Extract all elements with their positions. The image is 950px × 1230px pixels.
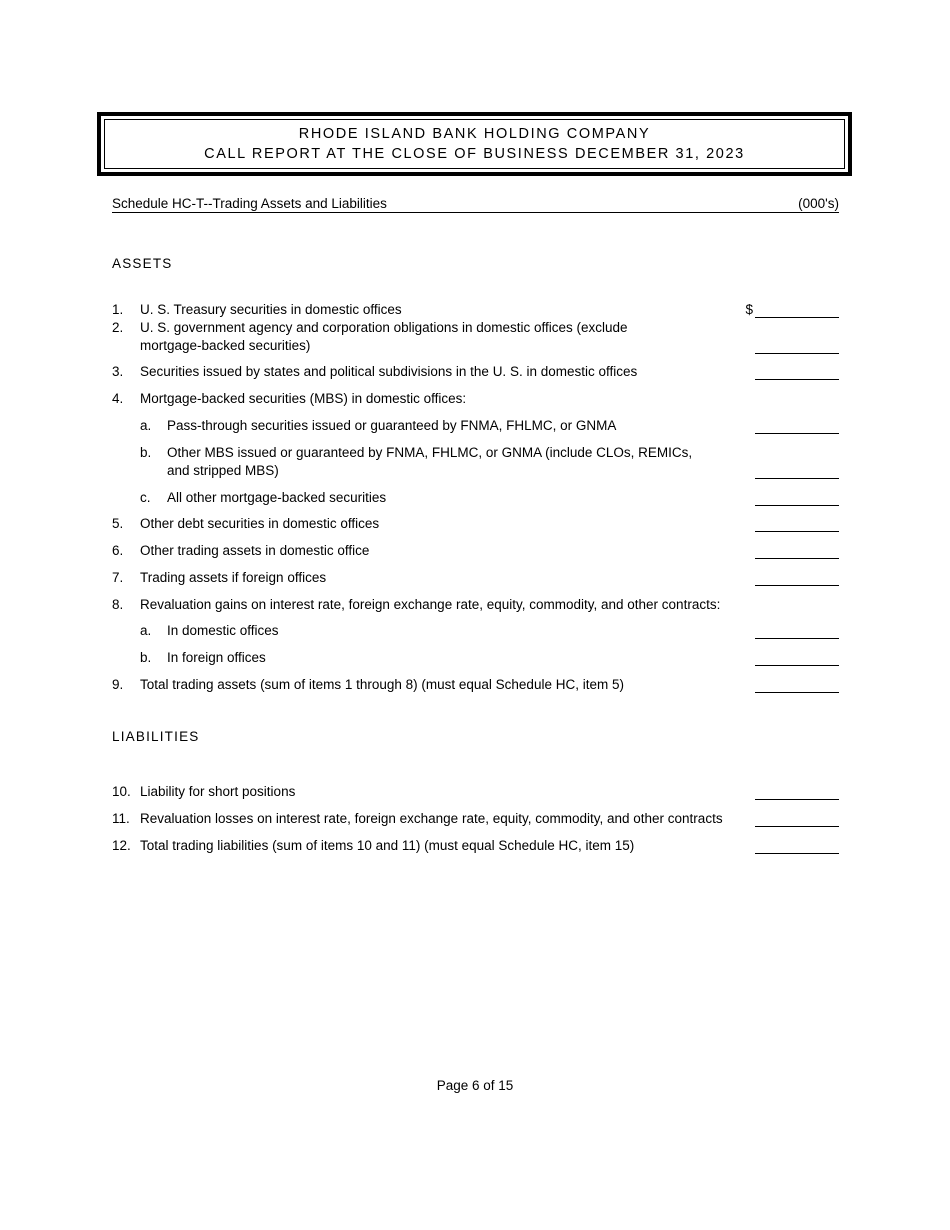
item-number: 7. <box>112 570 124 585</box>
item-text: Revaluation gains on interest rate, foreign exchange rate, equity, commodity, and other contracts: <box>140 597 721 612</box>
item-letter: b. <box>140 650 152 665</box>
item-number: 12. <box>112 838 131 853</box>
item-text: In domestic offices <box>167 623 279 638</box>
item-letter: c. <box>140 490 151 505</box>
amount-field-4c[interactable] <box>755 505 839 506</box>
item-text: In foreign offices <box>167 650 266 665</box>
amount-field-3[interactable] <box>755 379 839 380</box>
item-text: Pass-through securities issued or guaranteed by FNMA, FHLMC, or GNMA <box>167 418 617 433</box>
item-number: 11. <box>112 811 130 826</box>
asset-item-1 <box>112 301 839 319</box>
company-name: RHODE ISLAND BANK HOLDING COMPANY <box>298 126 651 142</box>
item-number: 1. <box>112 302 124 317</box>
schedule-units: (000's) <box>798 196 839 211</box>
item-text-cont: mortgage-backed securities) <box>140 338 311 353</box>
amount-field-7[interactable] <box>755 585 839 586</box>
asset-item-4a <box>112 417 839 435</box>
asset-item-2 <box>112 319 839 355</box>
item-number: 9. <box>112 677 124 692</box>
item-number: 10. <box>112 784 131 799</box>
item-letter: b. <box>140 445 152 460</box>
item-number: 5. <box>112 516 124 531</box>
item-number: 2. <box>112 320 124 335</box>
asset-item-3 <box>112 363 839 381</box>
item-text-cont: and stripped MBS) <box>167 463 279 478</box>
asset-item-8 <box>112 596 839 614</box>
report-title: CALL REPORT AT THE CLOSE OF BUSINESS DECEMBER 31, 2023 <box>204 146 745 162</box>
item-letter: a. <box>140 623 152 638</box>
amount-field-6[interactable] <box>755 558 839 559</box>
liability-item-12 <box>112 837 839 855</box>
assets-heading: ASSETS <box>112 256 173 271</box>
amount-field-4b[interactable] <box>755 478 839 479</box>
amount-field-12[interactable] <box>755 853 839 854</box>
item-text: Securities issued by states and political subdivisions in the U. S. in domestic offices <box>140 364 638 379</box>
amount-field-1[interactable] <box>755 317 839 318</box>
amount-field-10[interactable] <box>755 799 839 800</box>
item-text: Liability for short positions <box>140 784 296 799</box>
asset-item-8a <box>112 622 839 640</box>
item-text: All other mortgage-backed securities <box>167 490 387 505</box>
asset-item-5 <box>112 515 839 533</box>
item-text: Trading assets if foreign offices <box>140 570 327 585</box>
amount-field-8a[interactable] <box>755 638 839 639</box>
liability-item-11 <box>112 810 839 828</box>
item-text: Other trading assets in domestic office <box>140 543 370 558</box>
asset-item-4 <box>112 390 839 408</box>
item-number: 6. <box>112 543 124 558</box>
report-header-box <box>97 112 852 176</box>
amount-field-9[interactable] <box>755 692 839 693</box>
item-text: U. S. Treasury securities in domestic offices <box>140 302 402 317</box>
schedule-title-row <box>112 193 839 213</box>
item-letter: a. <box>140 418 152 433</box>
asset-item-9 <box>112 676 839 694</box>
item-number: 8. <box>112 597 124 612</box>
liability-item-10 <box>112 783 839 801</box>
amount-field-5[interactable] <box>755 531 839 532</box>
item-number: 4. <box>112 391 124 406</box>
page-number: Page 6 of 15 <box>436 1078 514 1093</box>
item-text: Mortgage-backed securities (MBS) in domestic offices: <box>140 391 467 406</box>
liabilities-heading: LIABILITIES <box>112 729 200 744</box>
report-header-inner <box>104 119 845 169</box>
item-text: Revaluation losses on interest rate, foreign exchange rate, equity, commodity, and other contracts <box>140 811 723 826</box>
amount-field-11[interactable] <box>755 826 839 827</box>
asset-item-8b <box>112 649 839 667</box>
item-number: 3. <box>112 364 124 379</box>
amount-field-4a[interactable] <box>755 433 839 434</box>
item-text: Other debt securities in domestic offices <box>140 516 380 531</box>
item-text: Other MBS issued or guaranteed by FNMA, FHLMC, or GNMA (include CLOs, REMICs, <box>167 445 693 460</box>
schedule-title: Schedule HC-T--Trading Assets and Liabilities <box>112 196 387 211</box>
amount-field-8b[interactable] <box>755 665 839 666</box>
dollar-sign: $ <box>745 302 753 317</box>
asset-item-4c <box>112 489 839 507</box>
asset-item-4b <box>112 444 839 480</box>
amount-field-2[interactable] <box>755 353 839 354</box>
asset-item-6 <box>112 542 839 560</box>
asset-item-7 <box>112 569 839 587</box>
item-text: Total trading assets (sum of items 1 through 8) (must equal Schedule HC, item 5) <box>140 677 624 692</box>
item-text: U. S. government agency and corporation obligations in domestic offices (exclude <box>140 320 628 335</box>
item-text: Total trading liabilities (sum of items 10 and 11) (must equal Schedule HC, item 15) <box>140 838 635 853</box>
